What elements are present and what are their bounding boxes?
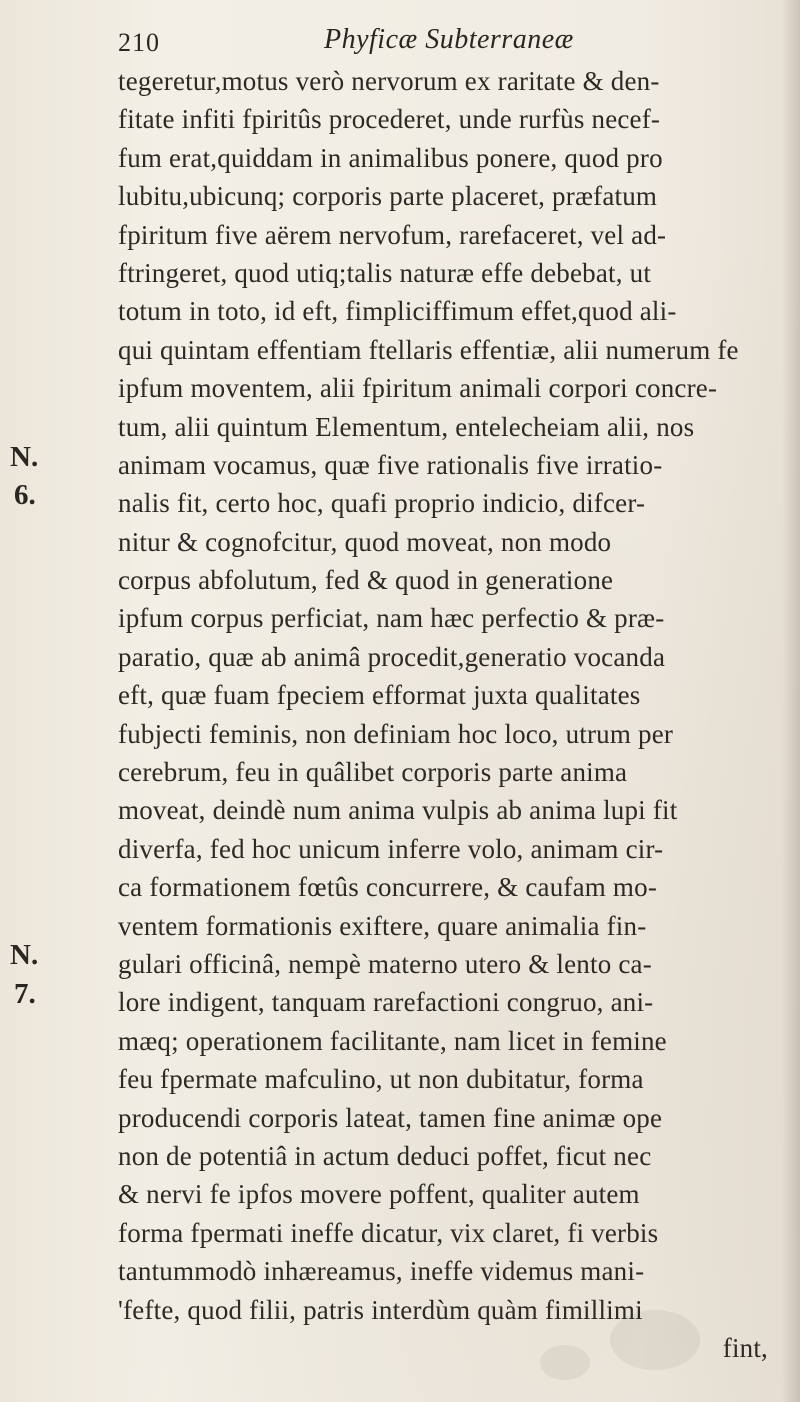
text-line: producendi corporis lateat, tamen fine animæ ope: [118, 1102, 663, 1133]
text-line: fpiritum five aërem nervofum, rarefaceret, vel ad-: [118, 219, 667, 250]
text-line: animam vocamus, quæ five rationalis five irratio-: [118, 449, 663, 480]
text-line: paratio, quæ ab animâ procedit,generatio vocanda: [118, 641, 666, 672]
text-line: fum erat,quiddam in animalibus ponere, quod pro: [118, 142, 663, 173]
text-line: qui quintam effentiam ftellaris effentiæ, alii numerum fe: [118, 334, 739, 365]
text-line: forma fpermati ineffe dicatur, vix claret, fi verbis: [118, 1217, 659, 1248]
text-line: fitate infiti fpiritûs procederet, unde rurfùs necef-: [118, 104, 661, 135]
text-line: ftringeret, quod utiq;talis naturæ effe debebat, ut: [118, 257, 652, 288]
text-line: 'fefte, quod filii, patris interdùm quàm fimillimi: [118, 1294, 643, 1325]
margin-note: 7.: [14, 978, 36, 1010]
text-line: tegeretur,motus verò nervorum ex raritate & den-: [118, 66, 660, 96]
margin-note: N.: [10, 939, 39, 971]
text-line: eft, quæ fuam fpeciem efformat juxta qualitates: [118, 680, 641, 711]
text-line: feu fpermate mafculino, ut non dubitatur, forma: [118, 1064, 644, 1095]
text-line: fubjecti feminis, non definiam hoc loco, utrum per: [118, 718, 674, 749]
text-line: nalis fit, certo hoc, quafi proprio indicio, difcer-: [118, 488, 646, 519]
text-line: mæq; operationem facilitante, nam licet in femine: [118, 1025, 667, 1056]
text-line: ipfum moventem, alii fpiritum animali corpori concre-: [118, 373, 718, 404]
text-line: tum, alii quintum Elementum, entelecheiam alii, nos: [118, 411, 695, 442]
body-text: [118, 62, 798, 1367]
running-title: Phyficæ Subterraneæ: [324, 24, 574, 55]
text-line: tantummodò inhæreamus, ineffe videmus mani-: [118, 1256, 645, 1287]
text-line: cerebrum, feu in quâlibet corporis parte anima: [118, 757, 628, 788]
text-line: gulari officinâ, nempè materno utero & lento ca-: [118, 948, 652, 979]
margin-note: N.: [10, 441, 39, 473]
margin-notes: [10, 0, 50, 1402]
text-line: ca formationem fœtûs concurrere, & caufam mo-: [118, 872, 658, 903]
page-number: 210: [118, 28, 160, 57]
catchword: fint,: [722, 1332, 768, 1363]
text-line: corpus abfolutum, fed & quod in generatione: [118, 565, 614, 596]
text-line: non de potentiâ in actum deduci poffet, ficut nec: [118, 1140, 652, 1171]
text-line: nitur & cognofcitur, quod moveat, non modo: [118, 526, 612, 557]
text-line: lore indigent, tanquam rarefactioni congruo, ani-: [118, 987, 654, 1018]
text-line: ventem formationis exiftere, quare animalia fin-: [118, 910, 647, 941]
text-line: totum in toto, id eft, fimpliciffimum effet,quod ali-: [118, 296, 677, 327]
text-line: & nervi fe ipfos movere poffent, qualiter autem: [118, 1179, 640, 1210]
text-line: diverfa, fed hoc unicum inferre volo, animam cir-: [118, 833, 664, 864]
page-header: [118, 14, 678, 57]
text-line: moveat, deindè num anima vulpis ab anima lupi fit: [118, 795, 678, 826]
margin-note: 6.: [14, 479, 36, 511]
text-line: ipfum corpus perficiat, nam hæc perfectio & præ-: [118, 603, 665, 634]
text-line: lubitu,ubicunq; corporis parte placeret, præfatum: [118, 181, 658, 212]
